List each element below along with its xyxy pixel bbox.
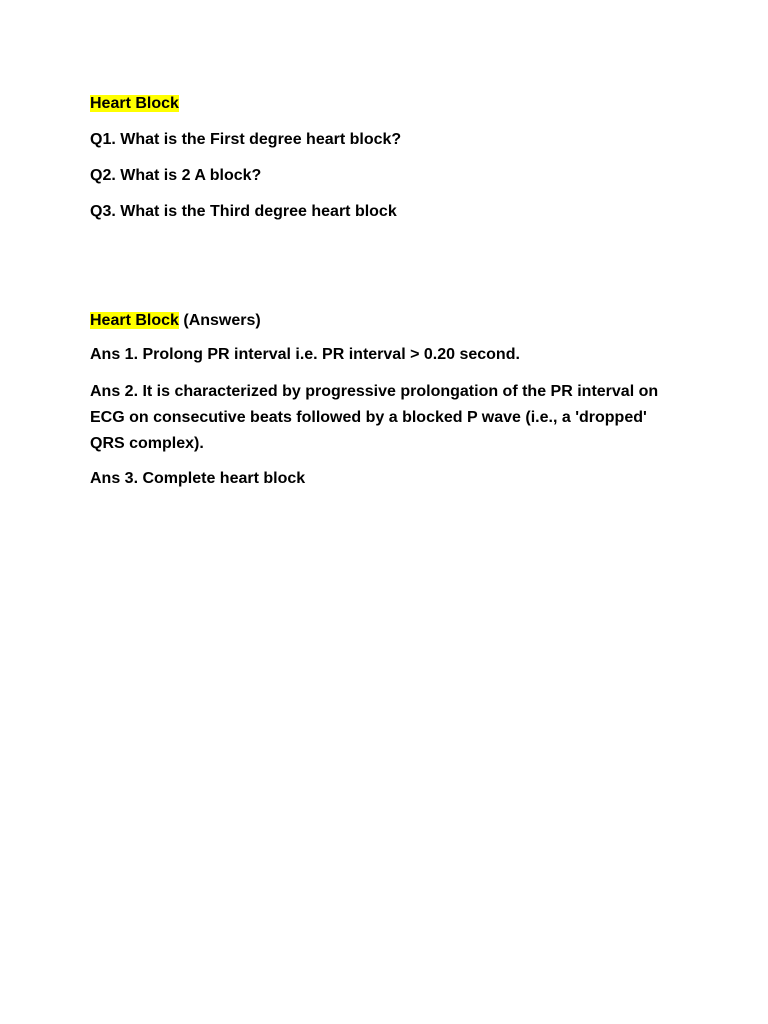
- answer-1: Ans 1. Prolong PR interval i.e. PR interval > 0.20 second.: [90, 346, 520, 363]
- answers-heading: [90, 308, 680, 334]
- question-2: Q2. What is 2 A block?: [90, 167, 262, 184]
- questions-heading-highlight: Heart Block: [90, 95, 179, 112]
- answer-3: Ans 3. Complete heart block: [90, 470, 306, 487]
- questions-heading: [90, 91, 680, 117]
- question-1: Q1. What is the First degree heart block?: [90, 131, 402, 148]
- answers-heading-suffix: (Answers): [178, 312, 261, 329]
- answer-2: Ans 2. It is characterized by progressive prolongation of the PR interval on ECG on consecutive beats followed by a blocked P wave (i.e., a 'dropped' QRS complex).: [90, 383, 659, 452]
- answers-heading-highlight: Heart Block: [90, 312, 179, 329]
- question-3: Q3. What is the Third degree heart block: [90, 203, 397, 220]
